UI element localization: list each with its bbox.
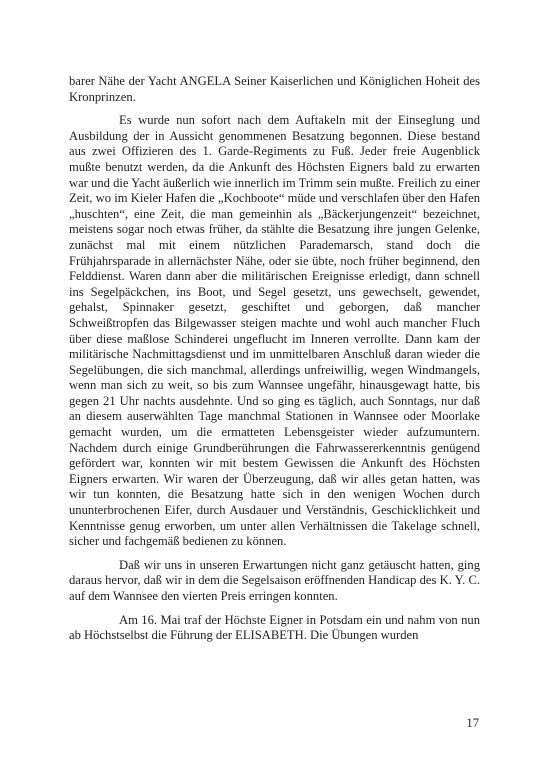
body-text	[69, 74, 480, 644]
page-number: 17	[466, 716, 479, 730]
paragraph-training: Es wurde nun sofort nach dem Auftakeln mit der Einseglung und Ausbildung der in Aussicht genommenen Besatzung begonnen. Diese bestand aus zwei Offizieren des 1. Garde-Regiments zu Fuß. Jeder freie Augenblick mußte benutzt werden, da die Ankunft des Höchsten Eigners bald zu erwarten war und die Yacht äußerlich wie innerlich im Trimm sein mußte. Freilich zu einer Zeit, wo im Kieler Hafen die „Kochboote“ müde und verschlafen über den Hafen „huschten“, eine Zeit, die man gemeinhin als „Bäckerjungenzeit“ bezeichnet, meistens sogar noch etwas früher, da stählte die Besatzung ihre jungen Gelenke, zunächst mal mit einem nützlichen Parademarsch, stand doch die Frühjahrsparade in allernächster Nähe, oder sie übte, noch früher beginnend, den Felddienst. Waren dann aber die militärischen Ereignisse erledigt, dann schnell ins Segelpäckchen, ins Boot, und Segel gesetzt, uns gewechselt, gewendet, gehalst, Spinnaker gesetzt, geschiftet und geborgen, daß mancher Schweißtropfen das Bilgewasser steigen machte und wohl auch mancher Fluch über diese maßlose Schinderei ungeflucht im Inneren verrollte. Dann kam der militärische Nachmittagsdienst und im unmittelbaren Anschluß daran wieder die Segelübungen, die sich manchmal, allerdings unfreiwillig, wegen Windmangels, wenn man sich zu weit, so bis zum Wannsee ungefähr, hinausgewagt hatte, bis gegen 21 Uhr nachts ausdehnte. Und so ging es täglich, auch Sonntags, nur daß an diesem auserwählten Tage manchmal Stationen in Wannsee oder Moorlake gemacht wurden, um die ermatteten Lebensgeister wieder aufzumuntern. Nachdem durch einige Grundberührungen die Fahrwassererkenntnis genügend gefördert war, konnten wir mit bestem Gewissen die Ankunft des Höchsten Eigners erwarten. Wir waren der Überzeugung, daß wir alles getan hatten, was wir tun konnten, die Besatzung hatte sich in den wenigen Wochen durch ununterbrochenen Eifer, durch Ausdauer und Verständnis, Geschicklichkeit und Kenntnisse genug erworben, um unter allen Verhältnissen die Takelage schnell, sicher und fachgemäß bedienen zu können.	[69, 113, 480, 549]
paragraph-arrival: Am 16. Mai traf der Höchste Eigner in Potsdam ein und nahm von nun ab Höchstselbst die Führung der ELISABETH. Die Übungen wurden	[69, 612, 480, 643]
paragraph-expectations: Daß wir uns in unseren Erwartungen nicht ganz getäuscht hatten, ging daraus hervor, daß wir in dem die Segelsaison eröffnenden Handicap des K. Y. C. auf dem Wannsee den vierten Preis erringen konnten.	[69, 557, 480, 603]
paragraph-continuation: barer Nähe der Yacht ANGELA Seiner Kaiserlichen und Königlichen Hoheit des Kronprinzen.	[69, 74, 480, 104]
